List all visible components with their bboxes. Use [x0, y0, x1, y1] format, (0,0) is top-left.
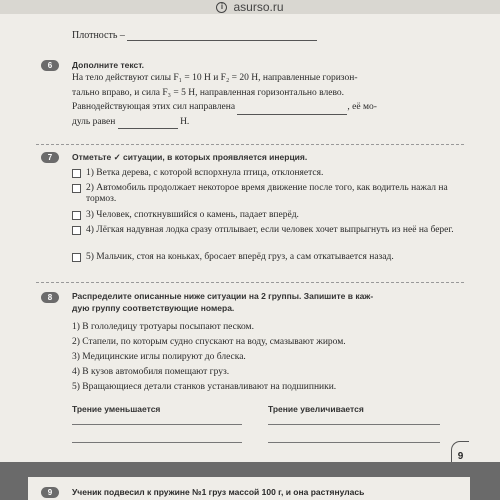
- task6-line4-start: дуль равен: [72, 116, 116, 127]
- task8-item-3: 3) Медицинские иглы полируют до блеска.: [72, 352, 246, 362]
- section-divider: [36, 282, 464, 283]
- task-number-7: 7: [41, 152, 59, 163]
- task7-option-4: [72, 225, 458, 236]
- direction-answer-blank[interactable]: [237, 114, 347, 115]
- option-3-checkbox[interactable]: [72, 211, 81, 220]
- friction-decreases-answer-line-1[interactable]: [72, 424, 242, 425]
- friction-increases-answer-line-1[interactable]: [268, 424, 440, 425]
- option-4-checkbox[interactable]: [72, 226, 81, 235]
- site-name: asurso.ru: [233, 0, 284, 14]
- task6-line3-start: Равнодействующая этих сил направлена: [72, 102, 236, 112]
- task-number-9: 9: [41, 487, 59, 498]
- task8-heading-line2: дую группу соответствующие номера.: [72, 303, 235, 313]
- modulus-answer-blank[interactable]: [118, 128, 178, 129]
- option-1-text: 1) Ветка дерева, с которой вспорхнула птица, отклоняется.: [86, 168, 324, 178]
- task6-line4-unit: Н.: [180, 116, 190, 127]
- task8-heading-line1: Распределите описанные ниже ситуации на 2 группы. Запишите в каж-: [72, 291, 374, 301]
- task8-heading: [72, 291, 458, 313]
- density-label: Плотность –: [72, 30, 125, 41]
- task7-option-5: [72, 252, 458, 263]
- option-2-checkbox[interactable]: [72, 184, 81, 193]
- task6-line3: [72, 100, 458, 115]
- option-5-text: 5) Мальчик, стоя на коньках, бросает вперёд груз, а сам откатывается назад.: [86, 252, 394, 262]
- browser-top-bar: [0, 0, 500, 14]
- option-5-checkbox[interactable]: [72, 253, 81, 262]
- task8-item-5: 5) Вращающиеся детали станков устанавливают на подшипники.: [72, 382, 337, 392]
- task-number-6: 6: [41, 60, 59, 71]
- task6-line3-end: , её мо-: [347, 102, 377, 112]
- task8-item-2: 2) Стапели, по которым судно спускают на воду, смазывают жиром.: [72, 337, 346, 347]
- task9-text: Ученик подвесил к пружине №1 груз массой 100 г, и она растянулась: [72, 487, 365, 497]
- task6-line4: [72, 115, 458, 130]
- density-answer-blank[interactable]: [127, 40, 317, 41]
- friction-decreases-answer-line-2[interactable]: [72, 442, 242, 443]
- task6-heading: Дополните текст.: [72, 60, 145, 70]
- option-3-text: 3) Человек, споткнувшийся о камень, падает вперёд.: [86, 210, 299, 220]
- task7-option-2: [72, 183, 458, 205]
- page-number: 9: [451, 441, 469, 471]
- friction-increases-answer-line-2[interactable]: [268, 442, 440, 443]
- site-address[interactable]: [216, 0, 283, 14]
- task-number-8: 8: [41, 292, 59, 303]
- density-row: [72, 30, 317, 41]
- option-2-text: 2) Автомобиль продолжает некоторое время движение после того, как водитель нажал на тормоз.: [86, 183, 448, 204]
- task7-option-1: [72, 168, 458, 179]
- option-1-checkbox[interactable]: [72, 169, 81, 178]
- section-divider: [36, 144, 464, 145]
- option-4-text: 4) Лёгкая надувная лодка сразу отплывает, если человек хочет выпрыгнуть из неё на берег.: [86, 225, 454, 235]
- friction-decreases-heading: Трение уменьшается: [72, 404, 161, 414]
- task8-item-4: 4) В кузов автомобиля помещают груз.: [72, 367, 230, 377]
- info-icon[interactable]: i: [216, 2, 227, 13]
- task7-option-3: [72, 210, 458, 221]
- task6-line1: На тело действуют силы F₁ = 10 Н и F₂ = 20 Н, направленные горизон-: [72, 73, 358, 83]
- task7-heading: Отметьте ✓ ситуации, в которых проявляется инерция.: [72, 152, 308, 162]
- task6-line2: тально вправо, и сила F₃ = 5 Н, направленная горизонтально влево.: [72, 87, 344, 98]
- friction-increases-heading: Трение увеличивается: [268, 404, 364, 414]
- task8-item-1: 1) В гололедицу тротуары посыпают песком.: [72, 322, 254, 332]
- task6-text: [72, 71, 458, 129]
